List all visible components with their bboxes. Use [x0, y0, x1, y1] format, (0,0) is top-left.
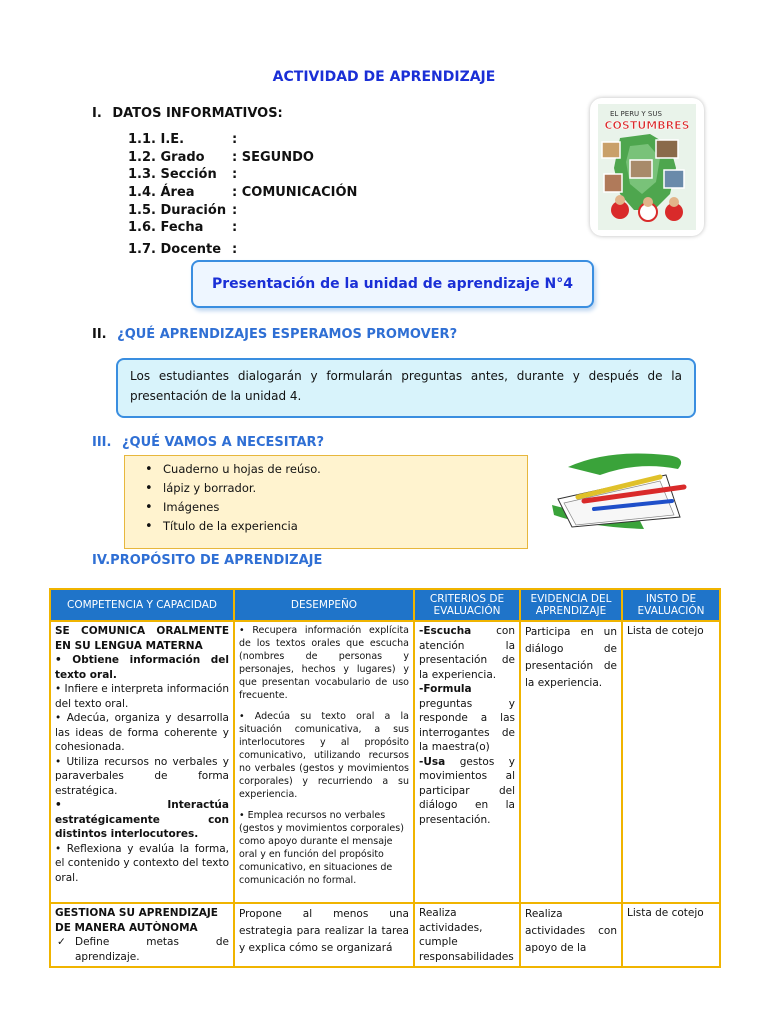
column-header: COMPETENCIA Y CAPACIDAD [50, 589, 234, 621]
info-value: : [232, 220, 238, 235]
capacidad-item: • Obtiene información del texto oral. [55, 654, 229, 681]
criterio-item [419, 755, 515, 828]
info-row-area [128, 185, 357, 200]
info-value: : [232, 167, 238, 182]
section-number: IV. [92, 553, 111, 568]
info-label: 1.3. Sección [128, 167, 217, 182]
criterio-text: gestos y movimientos al participar del diálogo en la presentación. [419, 755, 515, 826]
criterios-cell [414, 621, 520, 903]
capacidad-item: • Interactúa estratégicamente con distintos interlocutores. [55, 799, 229, 840]
competencia-cell [50, 903, 234, 967]
info-value: : SEGUNDO [232, 150, 314, 165]
materials-list [145, 460, 527, 536]
unit-presentation-title: Presentación de la unidad de aprendizaje N°4 [211, 276, 574, 292]
info-row-docente [128, 242, 237, 257]
column-header: DESEMPEÑO [234, 589, 414, 621]
capacidad-text: Define metas de aprendizaje. [75, 936, 229, 963]
criterio-text: preguntas y responde a las interrogantes de la maestra(o) [419, 697, 515, 753]
info-label: 1.1. I.E. [128, 132, 185, 147]
section-number: I. [92, 106, 102, 121]
capacidad-item [55, 935, 229, 964]
instrumento-text: Lista de cotejo [627, 625, 704, 637]
info-label: 1.6. Fecha [128, 220, 204, 235]
evidencia-text: Realiza actividades con apoyo de la [525, 908, 617, 954]
capacidad-item: • Utiliza recursos no verbales y paraverbales de forma estratégica. [55, 755, 229, 797]
criterio-item [419, 682, 515, 755]
cover-line1: EL PERU Y SUS [610, 110, 662, 118]
page-title: ACTIVIDAD DE APRENDIZAJE [272, 69, 496, 85]
learning-purpose-table [49, 588, 721, 968]
desempeno-item: • Emplea recursos no verbales (gestos y movimientos corporales) como apoyo durante el mensaje oral y en función del propósito comunicativo, en situaciones de comunicación no formal. [239, 810, 404, 886]
competencia-title: SE COMUNICA ORALMENTE EN SU LENGUA MATERNA [55, 625, 229, 652]
table-header-row [50, 589, 720, 621]
info-row-grado [128, 150, 314, 165]
section-number: II. [92, 327, 107, 342]
info-value: : [232, 203, 238, 218]
list-item: • Imágenes [145, 498, 527, 517]
info-label: 1.7. Docente [128, 242, 222, 257]
criterio-text: con atención la presentación de la experiencia. [419, 625, 515, 681]
section-title: PROPÓSITO DE APRENDIZAJE [110, 553, 323, 568]
evidencia-cell [520, 903, 622, 967]
section-necesitar-heading [92, 435, 324, 450]
desempeno-text: Propone al menos una estrategia para realizar la tarea y explica cómo se organizará [239, 908, 409, 954]
info-row-seccion [128, 167, 237, 182]
criterio-verb: -Usa [419, 755, 446, 768]
list-item: • Título de la experiencia [145, 517, 527, 536]
section-aprendizajes-heading [92, 327, 457, 342]
section-title: ¿QUÉ VAMOS A NECESITAR? [121, 435, 325, 450]
evidencia-cell [520, 621, 622, 903]
section-proposito-heading [92, 553, 322, 568]
evidencia-text: Participa en un diálogo de presentación de la experiencia. [525, 626, 617, 689]
section-number: III. [92, 435, 112, 450]
table-row [50, 903, 720, 967]
desempeno-cell [234, 621, 414, 903]
info-label: 1.2. Grado [128, 150, 205, 165]
desempeno-item: • Recupera información explícita de los textos orales que escucha (nombres de personas y personajes, hechos y lugares) y que presentan vocabulario de uso frecuente. [239, 625, 409, 701]
paper-pencils-illustration [548, 445, 696, 533]
column-header: INSTO DE EVALUACIÓN [622, 589, 720, 621]
learning-goal-text: Los estudiantes dialogarán y formularán preguntas antes, durante y después de la presentación de la unidad 4. [130, 369, 682, 403]
info-value: : [232, 242, 238, 257]
learning-goal-box [116, 358, 696, 418]
competencia-cell [50, 621, 234, 903]
instrumento-cell [622, 903, 720, 967]
info-label: 1.5. Duración [128, 203, 227, 218]
unit-presentation-box [191, 260, 594, 308]
table-row [50, 621, 720, 903]
section-title: DATOS INFORMATIVOS: [112, 106, 283, 121]
capacidad-item: • Infiere e interpreta información del texto oral. [55, 683, 229, 710]
list-item: • lápiz y borrador. [145, 479, 527, 498]
section-title: ¿QUÉ APRENDIZAJES ESPERAMOS PROMOVER? [117, 327, 458, 342]
criterio-item [419, 624, 515, 682]
desempeno-item: • Adecúa su texto oral a la situación comunicativa, a sus interlocutores y al propósito comunicativo, utilizando recursos no verbales (gestos y movimientos corporales) y recurriendo a su experiencia. [239, 711, 409, 800]
book-cover-illustration [590, 98, 704, 236]
criterio-verb: -Formula [419, 683, 472, 695]
info-value: : [232, 132, 238, 147]
instrumento-text: Lista de cotejo [627, 907, 704, 919]
list-item: • Cuaderno u hojas de reúso. [145, 460, 527, 479]
column-header: CRITERIOS DE EVALUACIÓN [414, 589, 520, 621]
book-cover-image [590, 98, 704, 236]
criterio-verb: -Escucha [419, 625, 472, 637]
info-row-duracion [128, 203, 237, 218]
check-icon: ✓ [57, 936, 66, 948]
instrumento-cell [622, 621, 720, 903]
materials-box [124, 455, 528, 549]
info-label: 1.4. Área [128, 185, 195, 200]
criterios-cell [414, 903, 520, 967]
criterio-text: Realiza actividades, cumple responsabilidades [419, 907, 514, 963]
info-row-fecha [128, 220, 237, 235]
capacidad-item: • Adecúa, organiza y desarrolla las ideas de forma coherente y cohesionada. [55, 712, 229, 753]
cover-line2: COSTUMBRES [604, 119, 690, 132]
info-row-ie [128, 132, 237, 147]
section-datos-heading [92, 106, 283, 121]
column-header: EVIDENCIA DEL APRENDIZAJE [520, 589, 622, 621]
desempeno-cell [234, 903, 414, 967]
capacidad-item: • Reflexiona y evalúa la forma, el contenido y contexto del texto oral. [55, 842, 229, 884]
competencia-title: GESTIONA SU APRENDIZAJE DE MANERA AUTÒNOMA [55, 907, 218, 934]
info-value: : COMUNICACIÓN [232, 185, 358, 200]
